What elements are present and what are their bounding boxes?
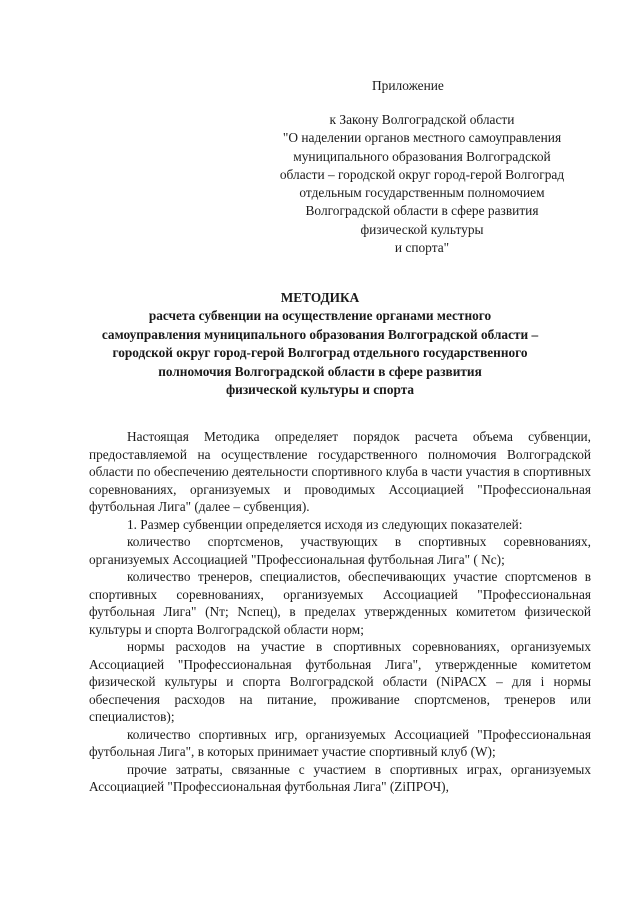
appendix-line: области – городской округ город-герой Волгоград xyxy=(279,166,565,182)
title-line: физической культуры и спорта xyxy=(225,382,415,398)
appendix-line: муниципального образования Волгоградской xyxy=(293,148,551,164)
appendix-line: к Закону Волгоградской области xyxy=(329,112,515,127)
appendix-line: отдельным государственным полномочием xyxy=(299,185,545,201)
title-line: полномочия Волгоградской области в сфере развития xyxy=(158,363,482,379)
indicator-item: прочие затраты, связанные с участием в спортивных играх, организуемых Ассоциацией "Профессиональная футбольная Лига" (ZiПРОЧ), xyxy=(89,761,591,794)
title-line: самоуправления муниципального образования Волгоградской области – xyxy=(101,326,539,342)
appendix-heading: Приложение xyxy=(372,78,444,93)
appendix-lines xyxy=(256,111,588,257)
indicator-item: количество спортивных игр, организуемых Ассоциацией "Профессиональная футбольная Лига", в которых принимает участие спортивный клуб (W); xyxy=(89,726,591,759)
appendix-line: "О наделении органов местного самоуправления xyxy=(282,130,562,146)
appendix-line: физической культуры xyxy=(360,221,484,237)
appendix-line: Волгоградской области в сфере развития xyxy=(305,203,539,219)
document-title xyxy=(40,289,600,399)
title-heading: МЕТОДИКА xyxy=(280,290,360,305)
title-line: расчета субвенции на осуществление органами местного xyxy=(148,308,492,324)
point-1: 1. Размер субвенции определяется исходя из следующих показателей: xyxy=(127,516,523,532)
document-body xyxy=(89,428,591,796)
appendix-line: и спорта" xyxy=(394,240,450,256)
indicator-item: количество спортсменов, участвующих в спортивных соревнованиях, организуемых Ассоциацией "Профессиональная футбольная Лига" ( Nс); xyxy=(89,534,591,567)
title-line: городской округ город-герой Волгоград отдельного государственного xyxy=(112,345,528,361)
indicator-item: нормы расходов на участие в спортивных соревнованиях, организуемых Ассоциацией "Профессиональная футбольная Лига", утвержденные комитетом физической культуры и спорта Волгоградской области (NiРАСХ – для i нормы обеспечения расходов на питание, проживание спортсменов, тренеров или специалистов); xyxy=(89,639,591,724)
intro-paragraph: Настоящая Методика определяет порядок расчета объема субвенции, предоставляемой на осуществление государственного полномочия Волгоградской области по обеспечению деятельности спортивного клуба в части участия в спортивных соревнованиях, организуемых и проводимых Ассоциацией "Профессиональная футбольная Лига" (далее – субвенция). xyxy=(89,429,591,514)
indicator-item: количество тренеров, специалистов, обеспечивающих участие спортсменов в спортивных соревнованиях, организуемых Ассоциацией "Профессиональная футбольная Лига" (Nт; Nспец), в пределах утвержденных комитетом физической культуры и спорта Волгоградской области норм; xyxy=(89,569,591,637)
